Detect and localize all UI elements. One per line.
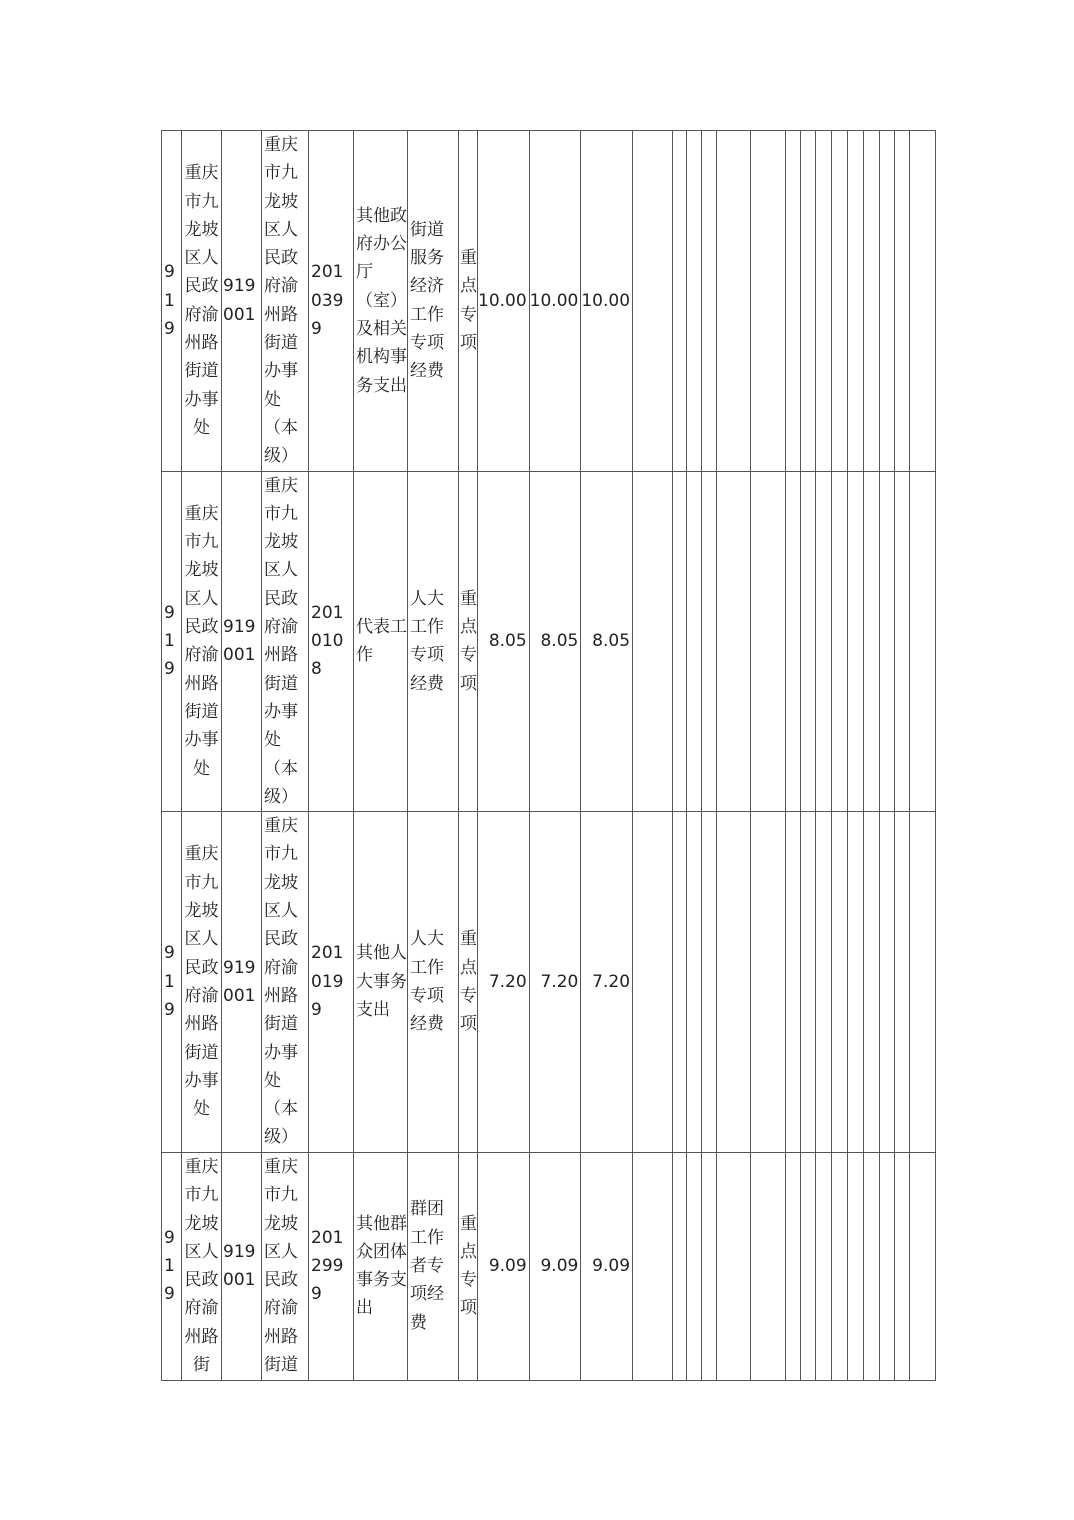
empty-cell: [816, 1152, 832, 1380]
table-row: [162, 471, 936, 812]
empty-cell: [816, 812, 832, 1153]
table-row: [162, 131, 936, 472]
empty-cell: [895, 471, 910, 812]
empty-cell: [751, 1152, 786, 1380]
empty-cell: [880, 471, 895, 812]
empty-cell: [673, 471, 687, 812]
empty-cell: [880, 131, 895, 472]
empty-cell: [633, 471, 673, 812]
empty-cell: [801, 131, 816, 472]
agency-name: 重庆市九龙坡区人民政府渝州路街道办事处: [182, 471, 222, 812]
amount-general: 9.09: [581, 1152, 633, 1380]
amount-total: 10.00: [478, 131, 530, 472]
empty-cell: [864, 812, 880, 1153]
empty-cell: [832, 1152, 848, 1380]
project-category: 重点专项: [459, 131, 478, 472]
empty-cell: [687, 471, 702, 812]
agency-name: 重庆市九龙坡区人民政府渝州路街: [182, 1152, 222, 1380]
budget-table: [161, 130, 936, 1381]
project-name: 街道服务经济工作专项经费: [408, 131, 459, 472]
empty-cell: [702, 812, 717, 1153]
empty-cell: [864, 131, 880, 472]
amount-subtotal: 9.09: [529, 1152, 581, 1380]
empty-cell: [633, 131, 673, 472]
unit-name: 重庆市九龙坡区人民政府渝州路街道办事处（本级）: [262, 471, 309, 812]
amount-general: 8.05: [581, 471, 633, 812]
row-index: 919: [162, 1152, 182, 1380]
subject-name: 其他政府办公厅（室）及相关机构事务支出: [354, 131, 408, 472]
empty-cell: [816, 471, 832, 812]
agency-code: 919001: [222, 1152, 262, 1380]
unit-name: 重庆市九龙坡区人民政府渝州路街道: [262, 1152, 309, 1380]
empty-cell: [848, 1152, 864, 1380]
row-index: 919: [162, 131, 182, 472]
empty-cell: [687, 812, 702, 1153]
agency-code: 919001: [222, 471, 262, 812]
empty-cell: [880, 812, 895, 1153]
project-category: 重点专项: [459, 471, 478, 812]
empty-cell: [786, 812, 801, 1153]
empty-cell: [895, 131, 910, 472]
empty-cell: [786, 131, 801, 472]
project-name: 群团工作者专项经费: [408, 1152, 459, 1380]
empty-cell: [633, 1152, 673, 1380]
empty-cell: [751, 812, 786, 1153]
empty-cell: [848, 471, 864, 812]
empty-cell: [864, 471, 880, 812]
subject-code: 2012999: [309, 1152, 354, 1380]
agency-code: 919001: [222, 131, 262, 472]
subject-code: 2010108: [309, 471, 354, 812]
empty-cell: [786, 1152, 801, 1380]
subject-code: 2010199: [309, 812, 354, 1153]
empty-cell: [687, 131, 702, 472]
empty-cell: [673, 812, 687, 1153]
empty-cell: [751, 471, 786, 812]
project-category: 重点专项: [459, 1152, 478, 1380]
agency-name: 重庆市九龙坡区人民政府渝州路街道办事处: [182, 131, 222, 472]
empty-cell: [816, 131, 832, 472]
empty-cell: [910, 812, 936, 1153]
empty-cell: [717, 812, 751, 1153]
empty-cell: [832, 471, 848, 812]
empty-cell: [673, 1152, 687, 1380]
agency-name: 重庆市九龙坡区人民政府渝州路街道办事处: [182, 812, 222, 1153]
subject-name: 代表工作: [354, 471, 408, 812]
empty-cell: [633, 812, 673, 1153]
empty-cell: [673, 131, 687, 472]
empty-cell: [717, 471, 751, 812]
empty-cell: [702, 471, 717, 812]
empty-cell: [786, 471, 801, 812]
empty-cell: [801, 471, 816, 812]
amount-subtotal: 10.00: [529, 131, 581, 472]
amount-general: 7.20: [581, 812, 633, 1153]
empty-cell: [848, 131, 864, 472]
project-name: 人大工作专项经费: [408, 812, 459, 1153]
empty-cell: [801, 812, 816, 1153]
empty-cell: [910, 471, 936, 812]
amount-total: 7.20: [478, 812, 530, 1153]
empty-cell: [751, 131, 786, 472]
subject-code: 2010399: [309, 131, 354, 472]
agency-code: 919001: [222, 812, 262, 1153]
empty-cell: [848, 812, 864, 1153]
unit-name: 重庆市九龙坡区人民政府渝州路街道办事处（本级）: [262, 131, 309, 472]
empty-cell: [702, 131, 717, 472]
empty-cell: [801, 1152, 816, 1380]
empty-cell: [880, 1152, 895, 1380]
empty-cell: [895, 1152, 910, 1380]
empty-cell: [717, 1152, 751, 1380]
empty-cell: [895, 812, 910, 1153]
project-name: 人大工作专项经费: [408, 471, 459, 812]
unit-name: 重庆市九龙坡区人民政府渝州路街道办事处（本级）: [262, 812, 309, 1153]
empty-cell: [910, 1152, 936, 1380]
project-category: 重点专项: [459, 812, 478, 1153]
amount-total: 9.09: [478, 1152, 530, 1380]
amount-subtotal: 8.05: [529, 471, 581, 812]
row-index: 919: [162, 471, 182, 812]
empty-cell: [832, 131, 848, 472]
amount-general: 10.00: [581, 131, 633, 472]
subject-name: 其他人大事务支出: [354, 812, 408, 1153]
table-row: [162, 1152, 936, 1380]
amount-total: 8.05: [478, 471, 530, 812]
row-index: 919: [162, 812, 182, 1153]
empty-cell: [717, 131, 751, 472]
empty-cell: [687, 1152, 702, 1380]
table-row: [162, 812, 936, 1153]
empty-cell: [832, 812, 848, 1153]
amount-subtotal: 7.20: [529, 812, 581, 1153]
empty-cell: [910, 131, 936, 472]
subject-name: 其他群众团体事务支出: [354, 1152, 408, 1380]
empty-cell: [702, 1152, 717, 1380]
empty-cell: [864, 1152, 880, 1380]
